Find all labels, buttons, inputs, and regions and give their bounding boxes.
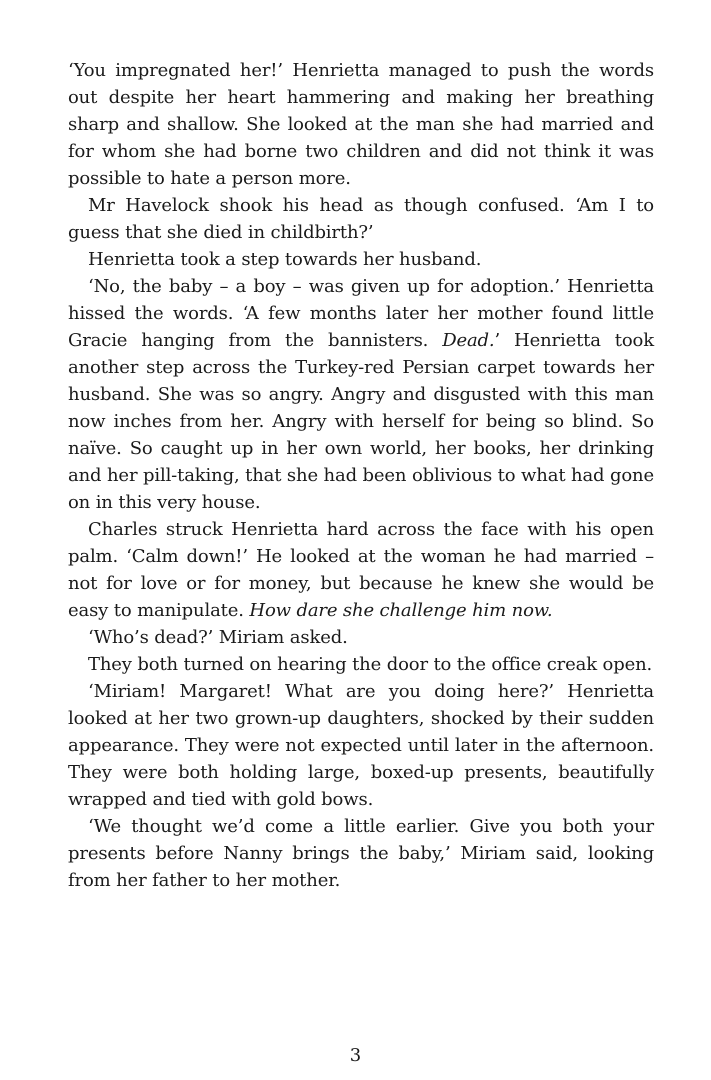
paragraph-text: Charles struck Henrietta hard across the face with his open palm. ‘Calm down!’ He looked at the woman he had married – not for love or for money, but because he knew she would be easy to manipulate.	[68, 519, 654, 621]
paragraph	[68, 651, 654, 678]
paragraph	[68, 246, 654, 273]
paragraph-text: ‘We thought we’d come a little earlier. Give you both your presents before Nanny brings the baby,’ Miriam said, looking from her father to her mother.	[68, 816, 654, 891]
book-page-body	[68, 57, 654, 894]
paragraph-text: ‘Miriam! Margaret! What are you doing here?’ Henrietta looked at her two grown-up daughters, shocked by their sudden appearance. They were not expected until later in the afternoon. They were both holding large, boxed-up presents, beautifully wrapped and tied with gold bows.	[68, 681, 654, 810]
paragraph	[68, 624, 654, 651]
paragraph-text: ‘Who’s dead?’ Miriam asked.	[88, 627, 348, 648]
paragraph	[68, 273, 654, 516]
paragraph-text: ’ Henrietta took another step across the Turkey-red Persian carpet towards her husband. She was so angry. Angry and disgusted with this man now inches from her. Angry with herself for being so blind. So naïve. So caught up in her own world, her books, her drinking and her pill-taking, that she had been oblivious to what had gone on in this very house.	[68, 330, 655, 513]
paragraph	[68, 192, 654, 246]
paragraph	[68, 516, 654, 624]
italic-text: Dead.	[442, 330, 495, 351]
paragraph	[68, 57, 654, 192]
paragraph-text: ‘You impregnated her!’ Henrietta managed to push the words out despite her heart hammering and making her breathing sharp and shallow. She looked at the man she had married and for whom she had borne two children and did not think it was possible to hate a person more.	[68, 60, 654, 189]
paragraph-text: They both turned on hearing the door to the office creak open.	[88, 654, 653, 675]
paragraph-text: Mr Havelock shook his head as though confused. ‘Am I to guess that she died in childbirth?’	[68, 195, 654, 243]
paragraph-text: Henrietta took a step towards her husband.	[88, 249, 482, 270]
paragraph	[68, 678, 654, 813]
paragraph	[68, 813, 654, 894]
paragraph-text: ‘No, the baby – a boy – was given up for adoption.’ Henrietta hissed the words. ‘A few months later her mother found little Gracie hanging from the bannisters.	[68, 276, 654, 351]
italic-text: How dare she challenge him now.	[249, 600, 553, 621]
page-number: 3	[349, 1045, 362, 1066]
